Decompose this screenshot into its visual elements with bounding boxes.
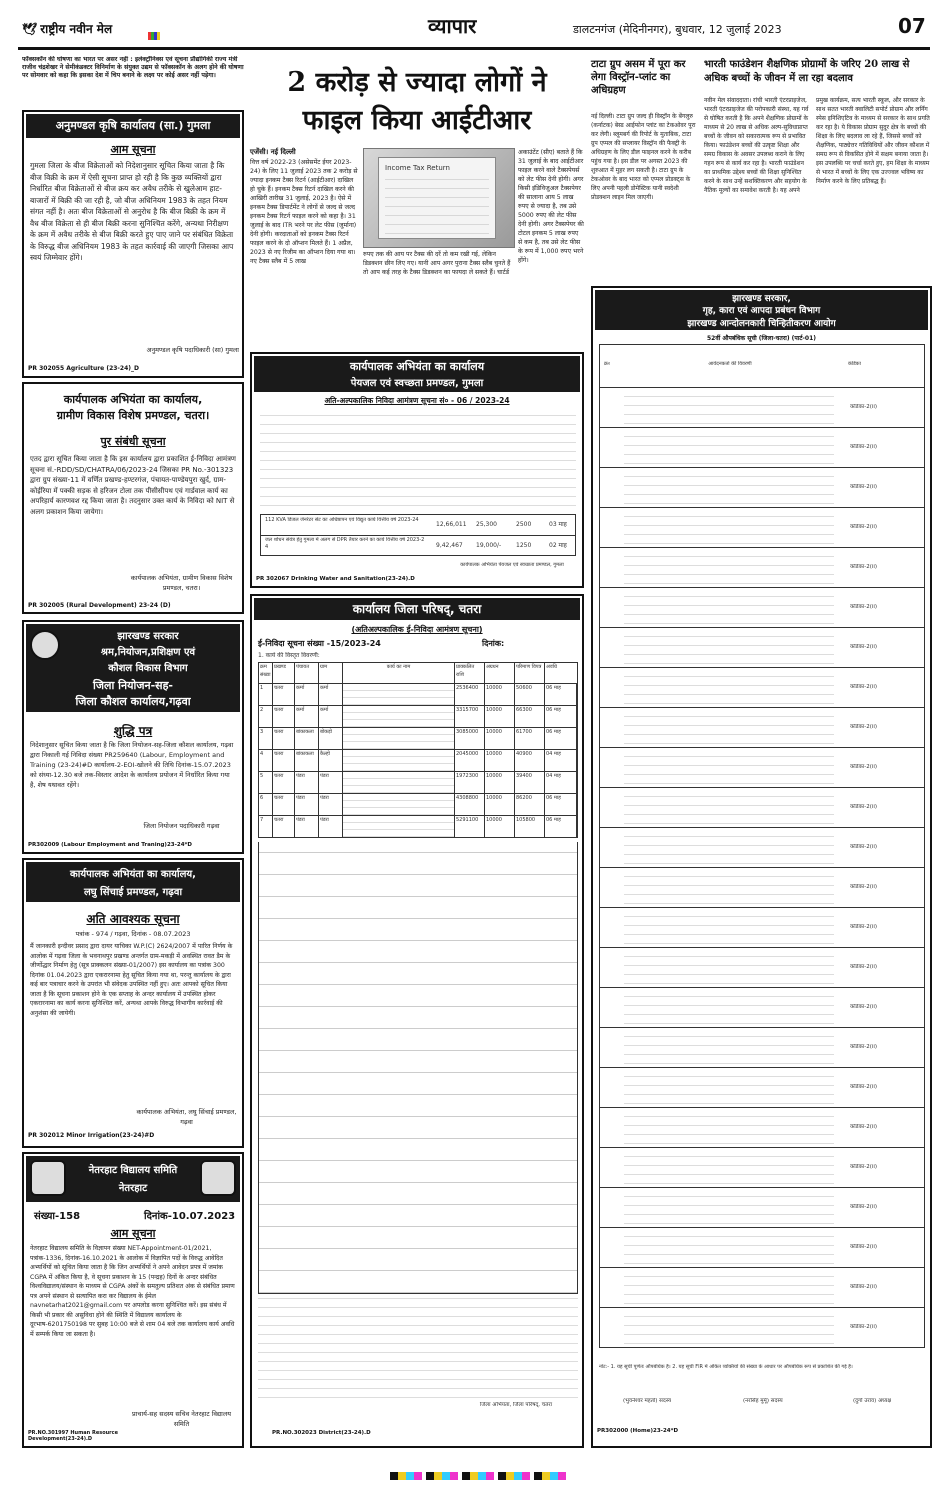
zila-cell-panchayat: कर्मा (295, 684, 319, 705)
commission-row-kandika: कंडिका-2(ii) (850, 484, 878, 490)
commission-row-kandika: कंडिका-2(ii) (850, 564, 878, 570)
commission-row-kandika: कंडिका-2(ii) (850, 724, 878, 730)
commission-row-details (624, 1232, 834, 1264)
commission-row-details (624, 632, 834, 664)
commission-row-details (624, 912, 834, 944)
minor-title-1: कार्यपालक अभियंता का कार्यालय, (70, 869, 196, 880)
drinking-pr: PR 302067 Drinking Water and Sanitation(23-24).D (256, 576, 415, 582)
labour-notice (22, 620, 244, 854)
chatra-rural-pr: PR 302005 (Rural Development) 23-24 (D) (28, 602, 171, 609)
zila-cell-fee: 66300 (515, 706, 545, 727)
paper-name-text: राष्ट्रीय नवीन मेल (40, 22, 113, 36)
table-row (599, 468, 925, 508)
commission-row-kandika: कंडिका-2(ii) (850, 764, 878, 770)
zila-cell-work (343, 728, 455, 749)
commission-name: झारखण्ड आन्दोलनकारी चिन्हितीकरण आयोग (687, 319, 836, 329)
zila-cell-village: पंडरा (319, 772, 343, 793)
table-row (599, 748, 925, 788)
zila-table-rows (258, 684, 578, 838)
commission-row-details (624, 792, 834, 824)
zila-cell-work (343, 794, 455, 815)
table-row (599, 1068, 925, 1108)
zila-cell-amount: 5291100 (455, 816, 485, 837)
zila-cell-period: 06 माह (545, 706, 577, 727)
chatra-rural-signature: कार्यपालक अभियंता, ग्रामीण विकास विशेष प्रमण्डल, चतरा। (130, 574, 233, 592)
netarhat-date: दिनांक-10.07.2023 (144, 1211, 236, 1222)
labour-govt: झारखण्ड सरकार (117, 631, 179, 642)
chatra-rural-title-2: ग्रामीण विकास विशेष प्रमण्डल, चतरा। (56, 409, 210, 422)
zila-cell-village: पंडरा (319, 794, 343, 815)
netarhat-subtitle: आम सूचना (110, 1227, 156, 1240)
table-row (258, 794, 578, 816)
zila-col-period: अवधि (546, 664, 557, 670)
table-row (599, 1268, 925, 1308)
table-row (599, 708, 925, 748)
commission-dept: गृह, कारा एवं आपदा प्रबंधन विभाग (702, 306, 821, 316)
commission-row-details (624, 712, 834, 744)
labour-office-2: जिला कौशल कार्यालय,गढ़वा (75, 695, 191, 708)
table-row (599, 868, 925, 908)
drinking-table (260, 514, 576, 556)
zila-cell-work (343, 684, 455, 705)
commission-row-kandika: कंडिका-2(ii) (850, 1284, 878, 1290)
commission-row-kandika: कंडिका-2(ii) (850, 1204, 878, 1210)
zila-cell-sn: 1 (259, 684, 273, 705)
netarhat-title-2: नेतरहाट (118, 1183, 148, 1194)
commission-row-details (624, 472, 834, 504)
commission-pr: PR302000 (Home)23-24*D (597, 1428, 679, 1434)
zila-cell-fee: 61700 (515, 728, 545, 749)
minor-irrigation-notice (22, 858, 244, 1148)
zila-cell-sn: 5 (259, 772, 273, 793)
zila-cell-panchayat: बांकाकला (295, 728, 319, 749)
commission-table-rows (599, 388, 925, 1348)
lead-headline-2: फाइल किया आईटीआर (302, 105, 532, 136)
color-registration-bar (390, 1472, 570, 1480)
commission-row-kandika: कंडिका-2(ii) (850, 1244, 878, 1250)
zila-terms-lines (258, 1298, 578, 1398)
zila-table-header (258, 662, 578, 684)
labour-body: निदेशानुसार सूचित किया जाता है कि जिला नियोजन-सह-जिला कौशल कार्यालय, गढ़वा द्वारा निकाली गई निविदा संख्या PR259640 (Labour, Employment and Training (23-24)#D कार्यालय-2-EOI-खोलने की तिथि दिनांक-15.07.2023 को संध्या-12.30 बजे तक-विस्तार आदेश के कार्यालय प्रयोजन में निर्धारित किया गया है, शेष यथावत रहेंगे। (30, 741, 234, 789)
table-row (599, 1228, 925, 1268)
table-row (599, 508, 925, 548)
zila-cell-emd: 10000 (485, 750, 515, 771)
zila-cell-sn: 4 (259, 750, 273, 771)
table-row (258, 706, 578, 728)
drinking-row2-amount: 9,42,467 (436, 542, 463, 549)
table-row (599, 1028, 925, 1068)
commission-header (595, 290, 928, 330)
section-title: व्यापार (428, 14, 477, 38)
labour-subtitle: शुद्धि पत्र (113, 724, 153, 738)
commission-row-kandika: कंडिका-2(ii) (850, 1004, 878, 1010)
lead-headline-1: 2 करोड़ से ज्यादा लोगों ने (287, 67, 547, 98)
jharkhand-emblem-icon (30, 630, 60, 660)
zila-cell-sn: 3 (259, 728, 273, 749)
lead-body-right: अकाउंटेंट (सीए) बताते हैं कि 31 जुलाई के बाद आईटीआर फाइल करने वाले टैक्सपेयर्स को लेट फीस देनी होगी। अगर किसी इंडिविजुअल टैक्सपेयर की सालाना आय 5 लाख रुपए से ज्यादा है, तब उसे 5000 रुपए की लेट फीस देनी होगी। अगर टैक्सपेयर की टोटल इनकम 5 लाख रुपए से कम है, तब उसे लेट फीस के रूप में 1,000 रुपए भरने होंगे। (518, 149, 584, 264)
commission-row-kandika: कंडिका-2(ii) (850, 924, 878, 930)
foundation-body-2: प्रमुख कार्यक्रम, सत्य भारती स्कूल, और सरकार के साथ सतत भारती क्वालिटी सपोर्ट प्रोग्राम और लर्निंग स्पेस इनिशिएटिव के माध्यम से सरकार के साथ प्रगति कर रहा है। ये विकास प्रोग्राम सुदूर क्षेत्र के बच्चों की शिक्षा के लिए बदलाव ला रहे हैं, जिससे बच्चों को शैक्षणिक, पाठ्येत्तर गतिविधियों और जीवन कौशल में समग्र रूप से विकसित होने में सक्षम बनाया जाता है। इस उपलब्धि पर चर्चा करते हुए, हम शिक्षा के माध्यम से भारत में बच्चों के लिए एक उज्ज्वल भविष्य का निर्माण करने के लिए प्रतिबद्ध हैं। (816, 97, 930, 185)
foundation-body-1: नवीन मेल संवाददाता। रांची भारती एंटरप्राइजेज, भारती एंटरप्राइजेज की परोपकारी संस्था, यह गर्व से घोषित करती है कि अपने शैक्षणिक प्रोग्रामों के माध्यम से 20 लाख से अधिक अल्प-सुविधाप्राप्त बच्चों के जीवन को सकारात्मक रूप से प्रभावित किया। फाउंडेशन बच्चों की उत्कृष्ट शिक्षा और समग्र विकास के अवसर उपलब्ध कराने के लिए गहन रूप से कार्य कर रहा है। भारती फाउंडेशन का प्राथमिक उद्देश्य बच्चों की शिक्षा सुनिश्चित करने के साथ उन्हें सशक्तिकरण और सहयोग के नैतिक मूल्यों का समावेश करती है। यह अपने (704, 97, 809, 194)
table-row (599, 988, 925, 1028)
zila-cell-emd: 10000 (485, 772, 515, 793)
drinking-row2-period: 02 माह (549, 542, 567, 549)
table-row (599, 388, 925, 428)
tata-headline: टाटा ग्रुप असम में पूरा कर लेगा विस्ट्रॉन-प्लांट का अधिग्रहण (591, 59, 686, 96)
zila-cell-village: बोकड़ो (319, 728, 343, 749)
lead-dateline: एजेंसी। नई दिल्ली (250, 148, 296, 156)
chatra-rural-title-1: कार्यपालक अभियंता का कार्यालय, (63, 393, 203, 406)
table-row (599, 828, 925, 868)
labour-dept-2: कौशल विकास विभाग (108, 663, 188, 674)
table-row (599, 588, 925, 628)
drinking-signature: कार्यपालक अभियंता पेयजल एवं स्वच्छता प्रमण्डल, गुमला (460, 562, 564, 568)
itr-form-lines (385, 178, 489, 234)
netarhat-body: नेतरहाट विद्यालय समिति के विज्ञापन संख्या NET-Appointment-01/2021, पत्रांक-1336, दिनांक-16.10.2021 के आलोक में विज्ञापित पदों के विरुद्ध आवेदित अभ्यर्थियों को सूचित किया जाता है कि जिन अभ्यर्थियों ने अपने आवेदन प्रपत्र में जमांक CGPA में अंकित किया है, वे सूचना प्रकाशन के 15 (पन्द्रह) दिनों के अन्दर संबंधित विश्वविद्यालय/संस्थान के माध्यम से CGPA अंकों के समतुल्य प्रतिशत अंक से संबंधित प्रमाण पत्र अपने संस्थान से सत्यापित करा कर विद्यालय के ईमेल navnetarhat2021@gmail.com पर अपलोड करना सुनिश्चित करें। इस संबंध में किसी भी प्रकार की असुविधा होने की स्थिति में विद्यालय कार्यालय के दूरभाष-6201750198 पर सुबह 10:00 बजे से शाम 04 बजे तक कार्यालय कार्य अवधि में सम्पर्क किया जा सकता है। (30, 1245, 235, 1338)
netarhat-pr: PR.NO.301997 Human Resource Development(23-24).D (28, 1430, 119, 1442)
commission-row-kandika: कंडिका-2(ii) (850, 1044, 878, 1050)
commission-list-title: 52वीं औपबंधिक सूची (जिला-चतरा) (पार्ट-01) (707, 335, 816, 342)
commission-row-details (624, 672, 834, 704)
commission-row-details (624, 432, 834, 464)
zila-cell-panchayat: पंडरा (295, 816, 319, 837)
labour-dept-1: श्रम,नियोजन,प्रशिक्षण एवं (100, 647, 196, 658)
drinking-row1-emd: 25,300 (476, 521, 497, 528)
drinking-water-notice (250, 352, 584, 588)
minor-ref: पत्रांक - 974 / गढ़वा, दिनांक - 08.07.2023 (75, 930, 191, 938)
zila-cell-block: चतरा (273, 794, 295, 815)
tata-body: नई दिल्ली। टाटा ग्रुप जल्द ही विस्ट्रॉन के बेंगलुरु (कर्नाटक) बेस्ड आईफोन प्लांट का टेकओवर पूरा कर लेगी। ब्लूमबर्ग की रिपोर्ट के मुताबिक, टाटा ग्रुप एप्पल की सप्लायर विस्ट्रॉन की फैक्ट्री के अधिग्रहण के लिए डील फाइनल करने के करीब पहुंच गया है। इस डील पर अगस्त 2023 की शुरुआत में मुहर लग सकती है। टाटा ग्रुप के टेकओवर के बाद भारत को एप्पल प्रोडक्ट्स के लिए अपनी पहली डोमेस्टिक यानी स्वदेशी प्रोडक्शन लाइन मिल जाएगी। (591, 113, 696, 201)
table-row (258, 816, 578, 838)
zila-col-sn: क्रम संख्या (259, 663, 273, 683)
zila-cell-block: चतरा (273, 772, 295, 793)
commission-table-header (599, 344, 925, 388)
netarhat-title-1: नेतरहाट विद्यालय समिति (88, 1165, 178, 1176)
commission-row-kandika: कंडिका-2(ii) (850, 444, 878, 450)
table-row (599, 948, 925, 988)
minor-signature: कार्यपालक अभियंता, लघु सिंचाई प्रमण्डल, गढ़वा (136, 1108, 237, 1126)
agri-notice (22, 110, 244, 378)
commission-row-details (624, 392, 834, 424)
zila-cell-fee: 39400 (515, 772, 545, 793)
drinking-title-1: कार्यपालक अभियंता का कार्यालय (349, 360, 485, 373)
drinking-row2-emd: 19,000/- (476, 542, 502, 549)
agri-subtitle: आम सूचना (110, 143, 156, 156)
zila-cell-emd: 10000 (485, 684, 515, 705)
top-brief: फॉक्सकॉन की घोषणा का भारत पर असर नहीं : इलेक्ट्रॉनिक्स एवं सूचना प्रौद्योगिकी राज्य मंत्री राजीव चंद्रशेखर ने सेमीकंडक्टर विनिर्माण के संयुक्त उद्यम से फॉक्सकॉन के अलग होने की घोषणा पर सोमवार को कहा कि इसका देश में चिप बनाने के लक्ष्य पर कोई असर नहीं पड़ेगा। (22, 56, 244, 79)
commission-row-kandika: कंडिका-2(ii) (850, 1124, 878, 1130)
agri-pr: PR 302055 Agriculture (23-24)_D (28, 365, 139, 372)
zila-cell-panchayat: पंडरा (295, 794, 319, 815)
zila-cell-amount: 1972300 (455, 772, 485, 793)
zila-col-panchayat: पंचायत (295, 663, 319, 683)
zila-pr: PR.NO.302023 District(23-24).D (272, 1430, 371, 1436)
commission-row-details (624, 1272, 834, 1304)
zila-cell-village: कैल्हो (319, 750, 343, 771)
commission-row-details (624, 832, 834, 864)
zila-cell-amount: 2536400 (455, 684, 485, 705)
drinking-row-divider (261, 535, 575, 536)
commission-row-kandika: कंडिका-2(ii) (850, 404, 878, 410)
zila-col-village: ग्राम (319, 663, 343, 683)
table-row (599, 628, 925, 668)
itr-form-caption: Income Tax Return (385, 164, 450, 172)
zila-cell-village: कर्मा (319, 684, 343, 705)
commission-row-kandika: कंडिका-2(ii) (850, 844, 878, 850)
zila-cell-period: 04 माह (545, 750, 577, 771)
labour-office-1: जिला नियोजन-सह- (92, 679, 173, 692)
labour-signature: जिला नियोजन पदाधिकारी गढ़वा (143, 822, 220, 830)
zila-col-emd: अग्रधन (485, 663, 515, 683)
drinking-row2-fee: 1250 (516, 542, 532, 549)
drinking-title-2: पेयजल एवं स्वच्छता प्रमण्डल, गुमला (350, 378, 484, 389)
table-row (599, 668, 925, 708)
zila-cell-fee: 86200 (515, 794, 545, 815)
zila-cell-amount: 2045000 (455, 750, 485, 771)
commission-notes: नोट:- 1. यह सूची पूर्णतः औपबंधिक है। 2. यह सूची FIR में अंकित व्यक्तियों की संख्या के आधार पर औपबंधिक रूप से प्रकाशित की गई है। (599, 1364, 853, 1370)
zila-cell-panchayat: बांकाकला (295, 750, 319, 771)
zila-signature: जिला अभियंता, जिला परिषद्, चतरा (479, 1402, 553, 1408)
page-number: 07 (898, 14, 926, 38)
zila-table-remaining-rows (258, 842, 578, 1294)
commission-row-details (624, 872, 834, 904)
zila-cell-amount: 3315700 (455, 706, 485, 727)
page-dateline: डालटनगंज (मेदिनीनगर), बुधवार, 12 जुलाई 2023 (573, 23, 782, 36)
commission-col-sn: क्र० (604, 361, 611, 367)
drinking-header (254, 356, 580, 392)
table-row (258, 728, 578, 750)
table-row (599, 548, 925, 588)
commission-row-kandika: कंडिका-2(ii) (850, 604, 878, 610)
commission-row-details (624, 1312, 834, 1344)
zila-title: कार्यालय जिला परिषद्, चतरा (254, 598, 580, 620)
commission-row-kandika: कंडिका-2(ii) (850, 644, 878, 650)
commission-row-details (624, 1072, 834, 1104)
drinking-schedule-lines (260, 410, 576, 506)
zila-cell-fee: 50600 (515, 684, 545, 705)
itr-form-paper (378, 157, 496, 239)
drinking-row1-period: 03 माह (549, 521, 567, 528)
table-row (258, 750, 578, 772)
jharkhand-commission-notice (591, 286, 932, 1448)
zila-cell-emd: 10000 (485, 728, 515, 749)
bird-logo-icon: 🕊 (22, 22, 38, 36)
paper-name (22, 20, 112, 37)
netarhat-emblem-right-icon (200, 1160, 236, 1196)
zila-cell-emd: 10000 (485, 794, 515, 815)
zila-cell-work (343, 772, 455, 793)
agri-signature: अनुमण्डल कृषि पदाधिकारी (सा) गुमला (146, 346, 239, 354)
chatra-rural-body: एतद द्वारा सूचित किया जाता है कि इस कार्यालय द्वारा प्रकाशित ई-निविदा आमंत्रण सूचना सं.-RDD/SD/CHATRA/06/2023-24 जिसका PR No.-301323 द्वारा ग्रुप संख्या-11 में वर्णित प्रखण्ड-हण्टरगंज, पंचायत-पाण्डेयपुरा खुर्द, ग्राम-कोईरिया में पक्की सड़क से हरिजन टोला तक पीसीसीपथ एवं गार्डवाल कार्य का अपरिहार्य कारणवश रद्द किया जाता है। तदनुसार उक्त कार्य के निविदा को NIT से अलग प्रकाशन किया जायेगा। (30, 455, 236, 516)
commission-row-details (624, 1192, 834, 1224)
zila-parishad-notice (250, 594, 584, 1448)
zila-subtitle: (अतिअल्पकालिक ई-निविदा आमंत्रण सूचना) (351, 625, 483, 634)
zila-cell-period: 06 माह (545, 816, 577, 837)
drinking-row1-amount: 12,66,011 (436, 521, 467, 528)
chatra-rural-notice (22, 382, 244, 614)
drinking-row2-work: जल शोधन संयंत्र हेतु गुमला में अलग से DPR तैयार करने का कार्य वित्तीय वर्ष 2023-24 (265, 537, 425, 550)
zila-cell-fee: 40900 (515, 750, 545, 771)
chatra-rural-subtitle: पुर संबंधी सूचना (100, 435, 166, 448)
table-row (599, 1308, 925, 1348)
commission-sign-3: (दुर्गा उरांव) अध्यक्ष (853, 1398, 892, 1404)
color-stripes (148, 32, 160, 40)
zila-cell-village: कर्मा (319, 706, 343, 727)
foundation-headline: भारती फाउंडेशन शैक्षणिक प्रोग्रामों के जरिए 20 लाख से अधिक बच्चों के जीवन में ला रहा बदलाव (704, 59, 910, 84)
zila-col-fee: परिमाण विपत्र (515, 663, 545, 683)
zila-cell-amount: 3085000 (455, 728, 485, 749)
commission-row-kandika: कंडिका-2(ii) (850, 1324, 878, 1330)
zila-section-heading: 1. कार्य की विस्तृत विवरणी: (258, 652, 320, 659)
minor-header (26, 862, 240, 902)
zila-cell-block: चतरा (273, 750, 295, 771)
commission-row-details (624, 952, 834, 984)
netarhat-notice (22, 1152, 244, 1448)
zila-cell-period: 04 माह (545, 772, 577, 793)
commission-row-kandika: कंडिका-2(ii) (850, 524, 878, 530)
zila-col-work: कार्य का नाम (343, 663, 455, 683)
zila-cell-fee: 105800 (515, 816, 545, 837)
commission-row-kandika: कंडिका-2(ii) (850, 884, 878, 890)
masthead (18, 10, 930, 50)
zila-cell-work (343, 706, 455, 727)
zila-cell-period: 06 माह (545, 728, 577, 749)
zila-cell-sn: 6 (259, 794, 273, 815)
commission-row-kandika: कंडिका-2(ii) (850, 964, 878, 970)
zila-cell-amount: 4308800 (455, 794, 485, 815)
minor-title-2: लघु सिंचाई प्रमण्डल, गढ़वा (83, 887, 183, 898)
zila-cell-block: चतरा (273, 728, 295, 749)
labour-header (26, 624, 240, 712)
netarhat-number: संख्या-158 (34, 1211, 81, 1222)
zila-cell-block: चतरा (273, 684, 295, 705)
table-row (258, 772, 578, 794)
commission-row-details (624, 1152, 834, 1184)
itr-form-image (363, 148, 515, 248)
commission-sign-2: (नरसिंह मुर्मू) सदस्य (743, 1398, 783, 1404)
table-row (599, 428, 925, 468)
netarhat-signature: प्राचार्य-सह सदस्य सचिव नेतरहाट विद्यालय समिति (131, 1410, 232, 1428)
commission-col-details: आवेदनकर्ता की विवरणी (708, 361, 752, 367)
minor-subtitle: अति आवश्यक सूचना (86, 912, 180, 926)
commission-row-details (624, 992, 834, 1024)
zila-cell-block: चतरा (273, 816, 295, 837)
table-row (258, 684, 578, 706)
netarhat-emblem-left-icon (30, 1160, 66, 1196)
agri-body: गुमला जिला के बीज विक्रेताओं को निदेशानुसार सूचित किया जाता है कि बीज विक्री के क्रम में ऐसी सूचना प्राप्त हो रही है कि कुछ व्यक्तियों द्वारा निर्धारित बीज विक्रेताओं से बीज क्रय कर अवैध तरीके से खुलेआम हाट-बाजारों में बिक्री की जा रही है, जो बीज अधिनियम 1983 के तहत नियम संगत नहीं है। अतः बीज विक्रेताओं से अनुरोध है कि बीज बिक्री के क्रम में वैध बीज विक्रेता से ही बीज बिक्री करना सुनिश्चित करेंगे, अन्यथा निरीक्षण के क्रम में अवैध तरीके से बीज बिक्री करते हुए पाए जाने पर संबंधित विक्रेता के विरुद्ध बीज अधिनियम 1983 के तहत कार्रवाई की जाएगी जिसका आप स्वयं जिम्मेवार होंगे। (30, 161, 234, 262)
zila-cell-period: 06 माह (545, 684, 577, 705)
commission-row-kandika: कंडिका-2(ii) (850, 1084, 878, 1090)
table-row (599, 788, 925, 828)
table-row (599, 908, 925, 948)
zila-col-amount: प्राक्कलित राशि (455, 663, 485, 683)
drinking-notice-number: अति-अल्पकालिक निविदा आमंत्रण सूचना सं० - 06 / 2023-24 (324, 396, 510, 405)
table-row (599, 1148, 925, 1188)
commission-row-details (624, 1112, 834, 1144)
table-row (599, 1188, 925, 1228)
commission-row-kandika: कंडिका-2(ii) (850, 1164, 878, 1170)
commission-row-details (624, 552, 834, 584)
zila-date-label: दिनांक: (482, 639, 505, 648)
table-row (599, 1108, 925, 1148)
zila-cell-panchayat: कर्मा (295, 706, 319, 727)
labour-pr: PR302009 (Labour Employment and Traning)23-24*D (28, 842, 192, 848)
commission-row-details (624, 512, 834, 544)
commission-govt: झारखण्ड सरकार, (732, 294, 791, 304)
agri-title: अनुमण्डल कृषि कार्यालय (सा.) गुमला (26, 114, 240, 138)
zila-cell-period: 06 माह (545, 794, 577, 815)
netarhat-header (26, 1156, 240, 1202)
zila-cell-sn: 2 (259, 706, 273, 727)
zila-col-block: प्रखण्ड (273, 663, 295, 683)
commission-row-details (624, 752, 834, 784)
drinking-row1-fee: 2500 (516, 521, 532, 528)
zila-cell-work (343, 750, 455, 771)
zila-cell-block: चतरा (273, 706, 295, 727)
commission-row-kandika: कंडिका-2(ii) (850, 804, 878, 810)
lead-body-bottom: रुपए तक की आय पर टैक्स की दरें तो कम रखी गई, लेकिन डिडक्शन छीन लिए गए। यानी आप अगर पुराना टैक्स स्लैब चुनते हैं तो आप कई तरह के टैक्स डिडक्शन का फायदा ले सकते हैं। चार्टर्ड (363, 251, 511, 276)
zila-cell-work (343, 816, 455, 837)
zila-cell-sn: 7 (259, 816, 273, 837)
commission-col-kandika: कंडिका (848, 361, 861, 367)
commission-row-details (624, 592, 834, 624)
zila-cell-village: पंडरा (319, 816, 343, 837)
zila-cell-emd: 10000 (485, 816, 515, 837)
minor-body: मैं जानकारी इन्दीवर प्रसाद द्वारा दायर याचिका W.P.(C) 2624/2007 में पारित निर्णय के आलोक में गढ़वा जिला के भवनाथपुर प्रखण्ड अन्तर्गत ग्राम-मकड़ी में अवस्थित रावत डैम के जीर्णोद्धार निर्माण हेतु (सूत्र प्राक्कलन संख्या-01/2007) इस कार्यालय का पत्रांक 300 दिनांक 01.04.2023 द्वारा एकरारनामा हेतु सूचित किया गया था, परन्तु कार्यालय के द्वारा कई बार पत्राचार करने के उपरांत भी संवेदक उपस्थित नहीं हुए। अतः आपको सूचित किया जाता है कि सूचना प्रकाशन होने के एक सप्ताह के अन्दर कार्यालय में उपस्थित होकर एकरारनामा का कार्य करना सुनिश्चित करें, अन्यथा आपके विरुद्ध विभागीय कार्रवाई की अनुशंसा की जायेगी। (30, 943, 233, 1017)
commission-sign-1: (भुवनेश्वर महतो) सदस्य (623, 1398, 672, 1404)
lead-body-left: वित्त वर्ष 2022-23 (असेसमेंट ईयर 2023-24) के लिए 11 जुलाई 2023 तक 2 करोड़ से ज्यादा इनकम टैक्स रिटर्न (आईटीआर) दाखिल हो चुके हैं। इनकम टैक्स रिटर्न दाखिल करने की आखिरी तारीख 31 जुलाई, 2023 है। ऐसे में इनकम टैक्स डिपार्टमेंट ने लोगों से जल्द से जल्द इनकम टैक्स रिटर्न फाइल करने को कहा है। 31 जुलाई के बाद ITR भरने पर लेट फीस (जुर्माना) देनी होगी। करदाताओं को इनकम टैक्स रिटर्न फाइल करने के दो ऑप्शन मिलते हैं। 1 अप्रैल, 2023 से नए रिजीम का ऑप्शन दिया गया था। नए टैक्स स्लैब में 5 लाख (250, 159, 358, 265)
commission-row-kandika: कंडिका-2(ii) (850, 684, 878, 690)
zila-notice-number: ई-निविदा सूचना संख्या -15/2023-24 (258, 639, 381, 648)
drinking-row1-work: 112 KVA डिजल जेनरेटर सेट का अधिष्ठापन एवं विद्युत कार्य वित्तीय वर्ष 2023-24 (265, 517, 419, 523)
zila-cell-panchayat: पंडरा (295, 772, 319, 793)
zila-cell-emd: 10000 (485, 706, 515, 727)
commission-row-details (624, 1032, 834, 1064)
minor-pr: PR 302012 Minor Irrigation(23-24)#D (28, 1132, 155, 1139)
